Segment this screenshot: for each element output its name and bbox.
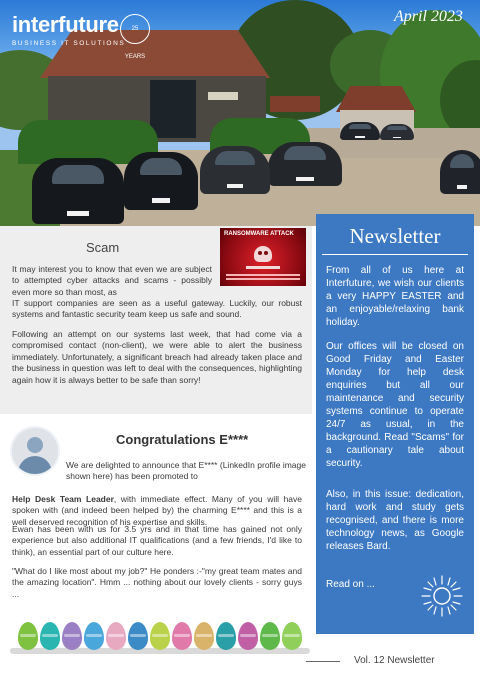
- footer-divider: [306, 661, 340, 662]
- hero-photo: [0, 0, 480, 226]
- ransomware-caption: RANSOMWARE ATTACK: [224, 231, 294, 237]
- car: [440, 150, 480, 194]
- company-logo: [12, 12, 125, 47]
- easter-egg: [150, 622, 170, 650]
- newsletter-paragraph-1: From all of us here at Interfuture, we wish our clients a very HAPPY EASTER and an enjoyable/relaxing bank holiday.: [326, 265, 464, 328]
- scam-heading: Scam: [86, 240, 120, 255]
- footer-volume-label: Vol. 12 Newsletter: [354, 655, 435, 666]
- avatar-head: [27, 437, 43, 453]
- divider: [322, 254, 468, 255]
- congrats-text: We are delighted to announce that E**** (LinkedIn profile image shown here) has been promoted to: [66, 460, 306, 482]
- congrats-heading: Congratulations E****: [116, 432, 249, 447]
- car: [380, 124, 414, 140]
- congrats-text: , with immediate effect. Many of you will have spoken with (and indeed been helped by) the charming E**** and this is a well deserved recognition of his expertise and skills.: [12, 494, 303, 527]
- sun-icon: [420, 574, 464, 618]
- skull-icon: [254, 246, 272, 262]
- easter-egg: [40, 622, 60, 650]
- congrats-paragraph-3: "What do I like most about my job?" He ponders :-"my great team mates and the amazing location". Hmm ... nothing about our lovely clients - sorry guys ...: [12, 566, 302, 599]
- promotion-title: Help Desk Team Leader: [12, 494, 114, 504]
- crossbones-icon: [246, 266, 280, 269]
- building-roof: [270, 96, 320, 112]
- newsletter-paragraph-2: Our offices will be closed on Good Friday and Easter Monday for help desk enquiries but all our maintenance and security systems continue to operate 24/7 as usual, in the background. Read "Scams" for a cautionary tale about security.: [326, 341, 464, 469]
- newsletter-paragraph-3: Also, in this issue: dedication, hard work and study gets recognised, and there is more technology news, as Google releases Bard.: [326, 489, 464, 552]
- easter-egg: [238, 622, 258, 650]
- avatar-body: [18, 456, 52, 476]
- car: [200, 146, 270, 194]
- congrats-paragraph-2: Ewan has been with us for 3.5 yrs and in that time has gained not only experience but also additional IT qualifications (and a few friends, I'd like to think), an essential part of our culture here.: [12, 524, 302, 557]
- car: [32, 158, 124, 224]
- easter-egg: [84, 622, 104, 650]
- easter-egg: [128, 622, 148, 650]
- car: [268, 142, 342, 186]
- newsletter-heading: Newsletter: [349, 224, 441, 248]
- car: [124, 152, 198, 210]
- person-avatar-icon: [10, 426, 60, 476]
- ransomware-image: [220, 228, 306, 286]
- scam-paragraph-2: Following an attempt on our systems last week, that had come via a compromised contact (non-client), we were able to alert the business immediately. Unfortunately, a significant breach had already taken place and the business in question was left to deal with the consequences, highlighting again how it is always better to be safe than sorry!: [12, 329, 302, 385]
- logo-tagline: BUSINESS IT SOLUTIONS: [12, 40, 126, 47]
- read-on-text: Read on ...: [326, 579, 375, 590]
- newsletter-panel: [316, 214, 474, 634]
- barn-window: [150, 80, 196, 138]
- congrats-paragraph-1a: [66, 460, 306, 483]
- scam-paragraph-1a: It may interest you to know that even we are subject to attempted cyber attacks and scams - possibly even more so than most, as: [12, 264, 212, 297]
- scam-paragraph-1b: IT support companies are seen as a useful gateway. Luckily, our robust systems and fantastic security team keep us safe and sound.: [12, 298, 302, 320]
- easter-egg: [194, 622, 214, 650]
- easter-egg: [260, 622, 280, 650]
- code-lines: [226, 274, 300, 276]
- anniversary-badge: 25 YEARS: [120, 14, 150, 44]
- issue-date: April 2023: [394, 8, 463, 25]
- car: [340, 122, 380, 140]
- easter-egg: [282, 622, 302, 650]
- easter-egg: [18, 622, 38, 650]
- barn-sign: [208, 92, 238, 100]
- easter-egg: [62, 622, 82, 650]
- logo-wordmark: interfuture: [12, 12, 119, 37]
- easter-egg: [172, 622, 192, 650]
- easter-egg: [216, 622, 236, 650]
- easter-egg: [106, 622, 126, 650]
